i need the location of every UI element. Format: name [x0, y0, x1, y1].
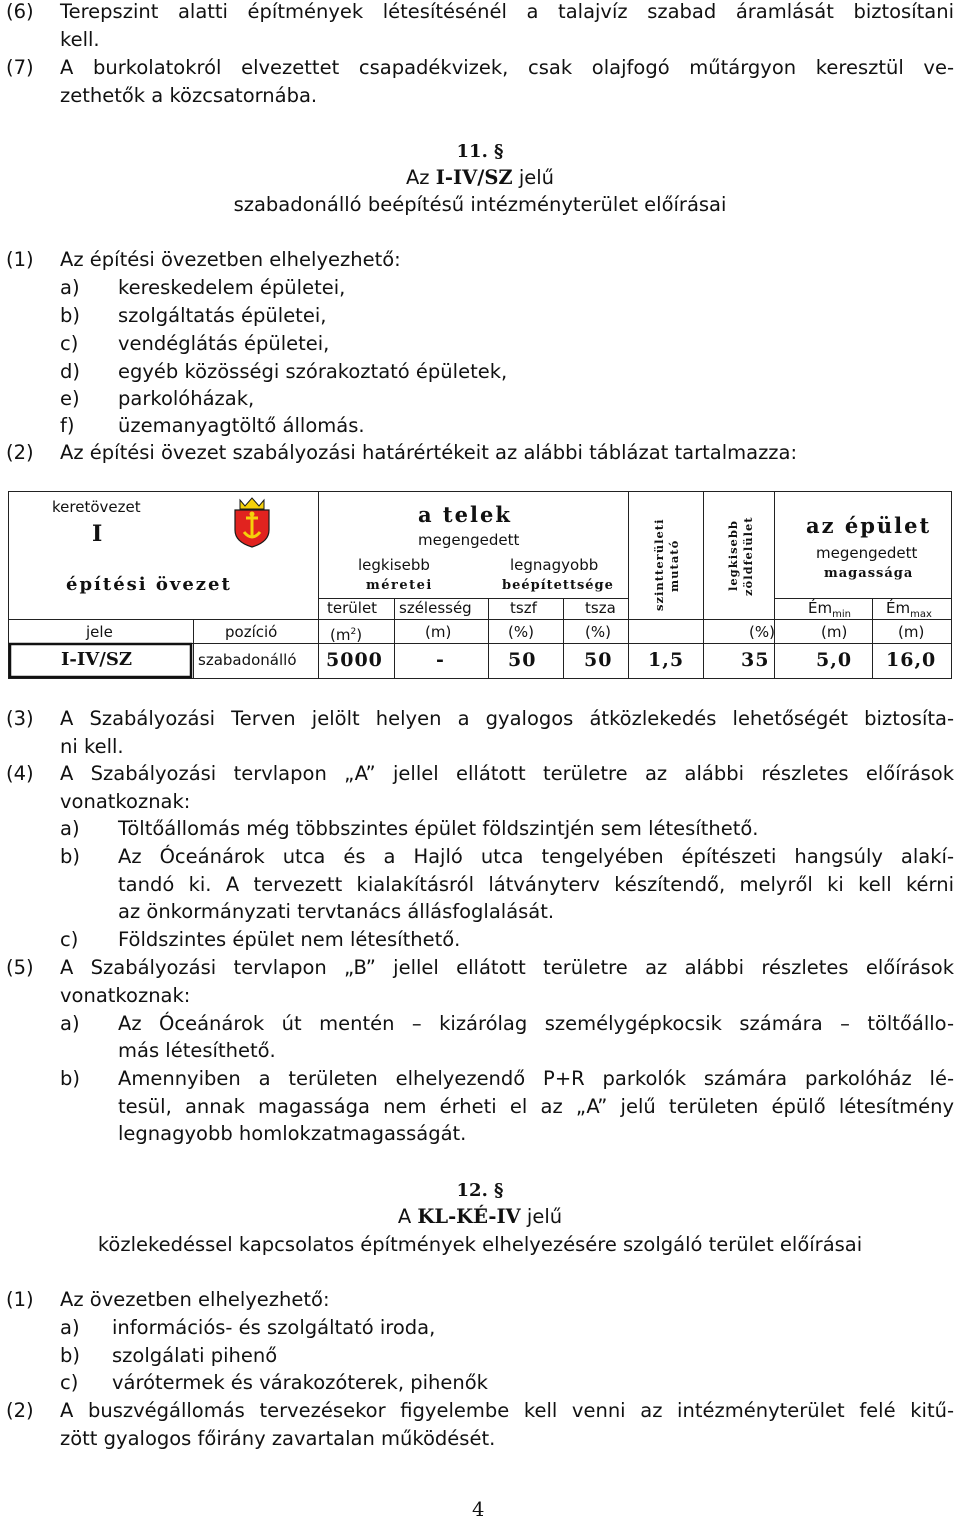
- section-12-title: [0, 1203, 960, 1231]
- em-label: Ém: [886, 599, 911, 617]
- zone-regulation-table: [8, 491, 952, 679]
- section-number: 12.: [456, 1180, 488, 1201]
- header-megengedett: megengedett: [418, 531, 520, 549]
- paragraph-text: zethetők a közcsatornába.: [60, 84, 318, 107]
- section-11-number: [0, 137, 960, 166]
- paragraph-text: Az övezetben elhelyezhető:: [60, 1288, 330, 1311]
- list-item: kereskedelem épületei,: [118, 276, 346, 299]
- section-11-title: [0, 164, 960, 192]
- paragraph-text: vonatkoznak:: [60, 984, 191, 1007]
- paragraph-number: (3): [6, 707, 34, 730]
- list-item: várótermek és várakozóterek, pihenők: [112, 1371, 488, 1394]
- list-item: Amennyiben a területen elhelyezendő P+R parkolók számára parkolóház lé-: [118, 1067, 954, 1090]
- list-item: Töltőállomás még többszintes épület földszintjén sem létesíthető.: [118, 817, 759, 840]
- list-item-letter: a): [60, 1316, 80, 1339]
- list-item-letter: a): [60, 1012, 80, 1035]
- list-item: Az Óceánárok utca és a Hajló utca tengelyében építészeti hangsúly alakí-: [118, 845, 954, 868]
- list-item-letter: b): [60, 304, 80, 327]
- paragraph-number: (7): [6, 56, 34, 79]
- paragraph-text: A burkolatokról elvezettet csapadékvizek, csak olajfogó műtárgyon keresztül ve-: [60, 56, 954, 79]
- unit-m: (m): [821, 623, 848, 641]
- header-beepitettsege: beépítettsége: [502, 578, 614, 593]
- title-suffix: jelű: [518, 166, 555, 189]
- paragraph-text: ni kell.: [60, 735, 124, 758]
- list-item: szolgáltatás épületei,: [118, 304, 327, 327]
- header-line: mutató: [667, 539, 681, 593]
- list-item-letter: b): [60, 1344, 80, 1367]
- title-suffix: jelű: [526, 1205, 563, 1228]
- em-label: Ém: [808, 599, 833, 617]
- list-item: Földszintes épület nem létesíthető.: [118, 928, 461, 951]
- section-11-subtitle: szabadonálló beépítésű intézményterület előírásai: [233, 193, 727, 216]
- cell-szelesseg: -: [436, 649, 445, 671]
- header-pozicio: pozíció: [225, 623, 278, 641]
- header-roman-numeral: I: [92, 521, 104, 547]
- list-item: más létesíthető.: [118, 1039, 276, 1062]
- cell-em-max: 16,0: [886, 649, 937, 671]
- list-item-letter: c): [60, 332, 79, 355]
- unit-pct: (%): [585, 623, 611, 641]
- section-sign: §: [494, 1180, 504, 1201]
- cell-tsza: 50: [584, 649, 613, 671]
- title-prefix: A: [397, 1205, 412, 1228]
- header-keretovezet: keretövezet: [52, 498, 141, 516]
- list-item: szolgálati pihenő: [112, 1344, 278, 1367]
- cell-terulet: 5000: [326, 649, 383, 671]
- section-number: 11.: [456, 141, 488, 162]
- header-line: zöldfelület: [741, 516, 755, 596]
- paragraph-number: (1): [6, 248, 34, 271]
- list-item: vendéglátás épületei,: [118, 332, 330, 355]
- paragraph-text: A Szabályozási Terven jelölt helyen a gyalogos átközlekedés lehetőségét biztosíta-: [60, 707, 954, 730]
- header-line: legkisebb: [726, 520, 740, 592]
- unit-m2: [330, 623, 362, 644]
- list-item-letter: d): [60, 360, 80, 383]
- unit-pct: (%): [749, 623, 775, 641]
- header-epitesi-ovezet: építési övezet: [66, 574, 232, 595]
- header-jele: jele: [86, 623, 113, 641]
- unit-m: (m): [898, 623, 925, 641]
- header-em-max: [886, 599, 932, 624]
- list-item-letter: a): [60, 276, 80, 299]
- paragraph-text: Az építési övezet szabályozási határértékeit az alábbi táblázat tartalmazza:: [60, 441, 798, 464]
- list-item-letter: e): [60, 387, 80, 410]
- em-max-sub: max: [910, 609, 932, 620]
- unit-text: ): [356, 626, 363, 644]
- em-min-sub: min: [832, 609, 851, 620]
- header-tszf: tszf: [510, 599, 537, 617]
- paragraph-number: (2): [6, 441, 34, 464]
- paragraph-number: (2): [6, 1399, 34, 1422]
- header-legnagyobb: legnagyobb: [510, 556, 599, 574]
- list-item-letter: c): [60, 928, 79, 951]
- paragraph-text: A Szabályozási tervlapon „A” jellel ellátott területre az alábbi részletes előírások: [60, 762, 954, 785]
- list-item: tesül, annak magassága nem érheti el az „A” jelű területen épülő létesítmény: [118, 1095, 954, 1118]
- paragraph-number: (4): [6, 762, 34, 785]
- paragraph-text: A buszvégállomás tervezésekor figyelembe kell venni az intézményterület felé kitű-: [60, 1399, 954, 1422]
- list-item: az önkormányzati tervtanács állásfoglalását.: [118, 900, 555, 923]
- cell-zoldfelulet: 35: [741, 649, 770, 671]
- header-szelesseg: szélesség: [399, 599, 472, 617]
- header-line: szintterületi: [652, 518, 666, 611]
- paragraph-text: Az építési övezetben elhelyezhető:: [60, 248, 401, 271]
- list-item: Az Óceánárok út mentén – kizárólag személygépkocsik számára – töltőállo-: [118, 1012, 954, 1035]
- list-item: legnagyobb homlokzatmagasságát.: [118, 1122, 467, 1145]
- section-sign: §: [494, 141, 504, 162]
- header-legkisebb: legkisebb: [358, 556, 430, 574]
- section-12-number: [0, 1176, 960, 1205]
- unit-sup: 2: [350, 627, 357, 637]
- list-item: üzemanyagtöltő állomás.: [118, 414, 365, 437]
- list-item-letter: a): [60, 817, 80, 840]
- header-szintteruleti-mutato: [652, 518, 682, 611]
- header-meretei: méretei: [366, 578, 433, 593]
- header-tsza: tsza: [585, 599, 616, 617]
- paragraph-text: A Szabályozási tervlapon „B” jellel ellátott területre az alábbi részletes előírások: [60, 956, 954, 979]
- list-item: tandó ki. A tervezett kialakításról látványterv készítendő, melyről ki kell kérni: [118, 873, 954, 896]
- paragraph-number: (1): [6, 1288, 34, 1311]
- paragraph-text: zött gyalogos főirány zavartalan működését.: [60, 1427, 496, 1450]
- paragraph-number: (6): [6, 0, 34, 23]
- header-em-min: [808, 599, 851, 624]
- cell-jele: I-IV/SZ: [61, 649, 132, 670]
- header-magassaga: magassága: [824, 566, 914, 581]
- cell-pozicio: szabadonálló: [198, 651, 297, 669]
- header-megengedett-2: megengedett: [816, 544, 918, 562]
- unit-text: (m: [330, 626, 351, 644]
- list-item-letter: b): [60, 845, 80, 868]
- list-item-letter: f): [60, 414, 75, 437]
- list-item: parkolóházak,: [118, 387, 255, 410]
- page-number: 4: [472, 1498, 485, 1521]
- coat-of-arms-icon: [233, 496, 271, 548]
- paragraph-text: Terepszint alatti építmények létesítésénél a talajvíz szabad áramlását biztosítani: [60, 0, 954, 23]
- title-prefix: Az: [405, 166, 430, 189]
- paragraph-text: kell.: [60, 28, 100, 51]
- header-terulet: terület: [327, 599, 378, 617]
- zone-code: KL-KÉ-IV: [417, 1205, 521, 1228]
- paragraph-text: vonatkoznak:: [60, 790, 191, 813]
- cell-szintteruleti: 1,5: [648, 649, 685, 671]
- cell-em-min: 5,0: [816, 649, 853, 671]
- list-item-letter: c): [60, 1371, 79, 1394]
- list-item-letter: b): [60, 1067, 80, 1090]
- unit-m: (m): [425, 623, 452, 641]
- list-item: egyéb közösségi szórakoztató épületek,: [118, 360, 508, 383]
- header-epulet: az épület: [806, 513, 932, 538]
- zone-code: I-IV/SZ: [435, 166, 513, 189]
- header-telek: a telek: [418, 502, 512, 527]
- list-item: információs- és szolgáltató iroda,: [112, 1316, 436, 1339]
- section-12-subtitle: közlekedéssel kapcsolatos építmények elhelyezésére szolgáló terület előírásai: [97, 1233, 863, 1256]
- header-legkisebb-zoldfelulet: [726, 511, 756, 601]
- paragraph-number: (5): [6, 956, 34, 979]
- cell-tszf: 50: [508, 649, 537, 671]
- unit-pct: (%): [508, 623, 534, 641]
